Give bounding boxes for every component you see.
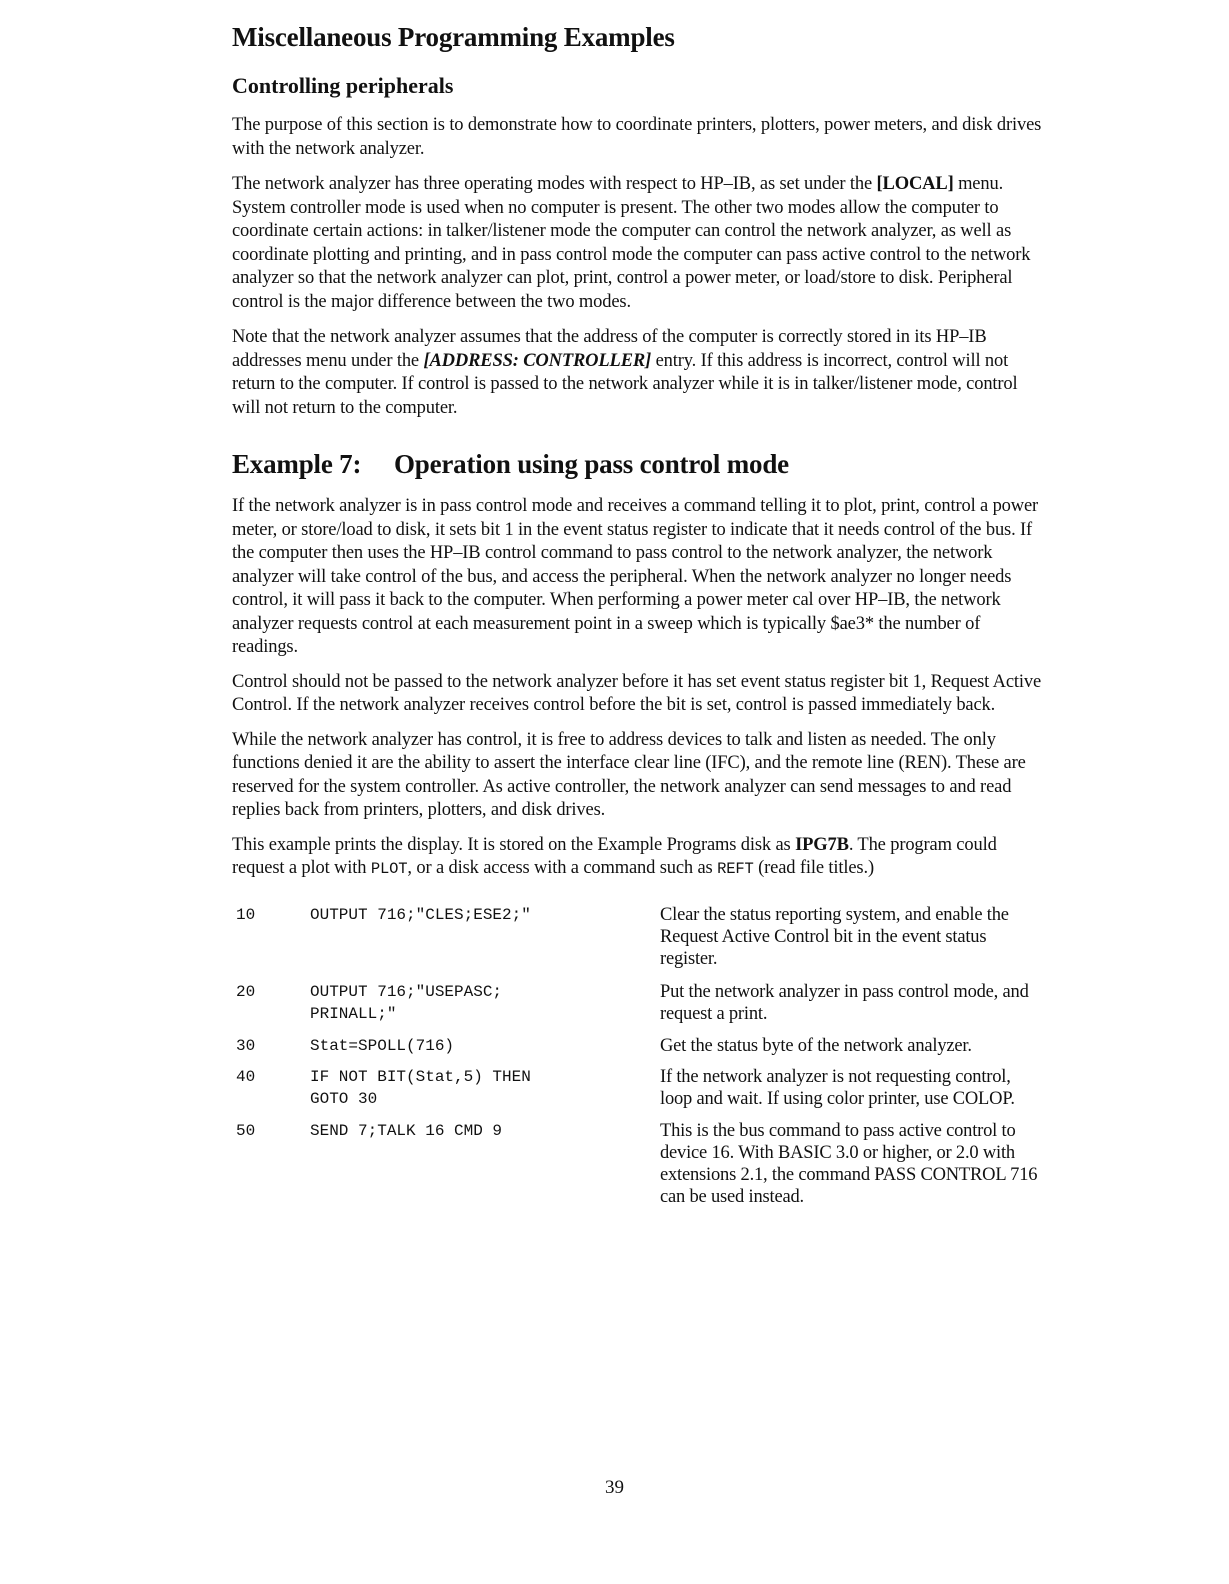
text-segment: , or a disk access with a command such as [407,858,718,878]
line-comment: Get the status byte of the network analyzer. [660,1035,972,1056]
code-line: SEND 7;TALK 16 CMD 9 [310,1121,503,1140]
address-controller-softkey-label: [ADDRESS: CONTROLLER] [423,350,652,371]
line-comment: Clear the status reporting system, and enable the Request Active Control bit in the event status register. [660,904,1009,969]
line-comment: Put the network analyzer in pass control mode, and request a print. [660,981,1029,1024]
program-row [232,904,1044,970]
paragraph-purpose: The purpose of this section is to demonstrate how to coordinate printers, plotters, power meters, and disk drives with the network analyzer. [232,115,1042,159]
plot-command: PLOT [370,860,408,878]
text-segment: Note that the network analyzer assumes that the address of the computer is correctly stored in its HP–IB addresses menu under the [232,327,987,371]
code-line: OUTPUT 716;"USEPASC; PRINALL;" [310,982,503,1023]
paragraph-controller-address [232,326,1044,420]
paragraph-active-controller: While the network analyzer has control, it is free to address devices to talk and listen as needed. The only functions denied it are the ability to assert the interface clear line (IFC), and the remote line (REN). These are reserved for the system controller. As active controller, the network analyzer can send messages to and read replies back from printers, plotters, and disk drives. [232,729,1026,820]
code-line: IF NOT BIT(Stat,5) THEN GOTO 30 [310,1067,531,1108]
subsection-title: Controlling peripherals [232,73,454,98]
line-comment: If the network analyzer is not requesting control, loop and wait. If using color printer, use COLOP. [660,1066,1015,1109]
example-number: Example 7: [232,449,362,479]
line-number: 10 [236,905,256,924]
line-number: 30 [236,1036,256,1055]
line-comment: This is the bus command to pass active control to device 16. With BASIC 3.0 or higher, or 2.0 with extensions 2.1, the command PASS CONTROL 716 can be used instead. [660,1120,1038,1207]
page-number: 39 [605,1477,624,1498]
document-page [232,22,1044,1208]
code-line: Stat=SPOLL(716) [310,1036,455,1055]
example-title: Operation using pass control mode [394,449,789,479]
program-row [232,1066,1044,1110]
text-segment: The network analyzer has three operating modes with respect to HP–IB, as set under the [232,174,877,194]
reft-command: REFT [717,860,754,878]
program-file-name: IPG7B [795,834,849,855]
program-listing [232,904,1044,1208]
section-title: Miscellaneous Programming Examples [232,22,675,52]
paragraph-example-description [232,834,1044,882]
line-number: 40 [236,1067,256,1086]
paragraph-pass-control-mode: If the network analyzer is in pass control mode and receives a command telling it to plot, print, control a power meter, or store/load to disk, it sets bit 1 in the event status register to indicate that it needs control of the bus. If the computer then uses the HP–IB control command to pass control to the network analyzer, the network analyzer will take control of the bus, and access the peripheral. When the network analyzer no longer needs control, it will pass it back to the computer. When performing a power meter cal over HP–IB, the network analyzer requests control at each measurement point in a sweep which is typically $ae3* the number of readings. [232,496,1039,657]
paragraph-request-active-control: Control should not be passed to the network analyzer before it has set event status register bit 1, Request Active Control. If the network analyzer receives control before the bit is set, control is passed immediately back. [232,671,1042,715]
text-segment: entry. If this address is incorrect, control will not return to the computer. If control is passed to the network analyzer while it is in talker/listener mode, control will not return to the computer. [232,350,1018,418]
paragraph-operating-modes [232,173,1044,314]
local-key-label: [LOCAL] [876,174,954,194]
program-row [232,1035,1044,1057]
program-row [232,1120,1044,1208]
program-row [232,981,1044,1025]
text-segment: . The program could request a plot with [232,834,997,878]
line-number: 20 [236,982,256,1001]
text-segment: (read file titles.) [753,858,874,878]
line-number: 50 [236,1121,256,1140]
example-heading [232,449,1044,480]
code-line: OUTPUT 716;"CLES;ESE2;" [310,905,531,924]
text-segment: This example prints the display. It is stored on the Example Programs disk as [232,834,796,855]
text-segment: menu. System controller mode is used when no computer is present. The other two modes allow the computer to coordinate certain actions: in talker/listener mode the computer can control the network analyzer, as well as coordinate plotting and printing, and in pass control mode the computer can pass active control to the network analyzer so that the network analyzer can plot, print, control a power meter, or load/store to disk. Peripheral control is the major difference between the two modes. [232,174,1031,312]
